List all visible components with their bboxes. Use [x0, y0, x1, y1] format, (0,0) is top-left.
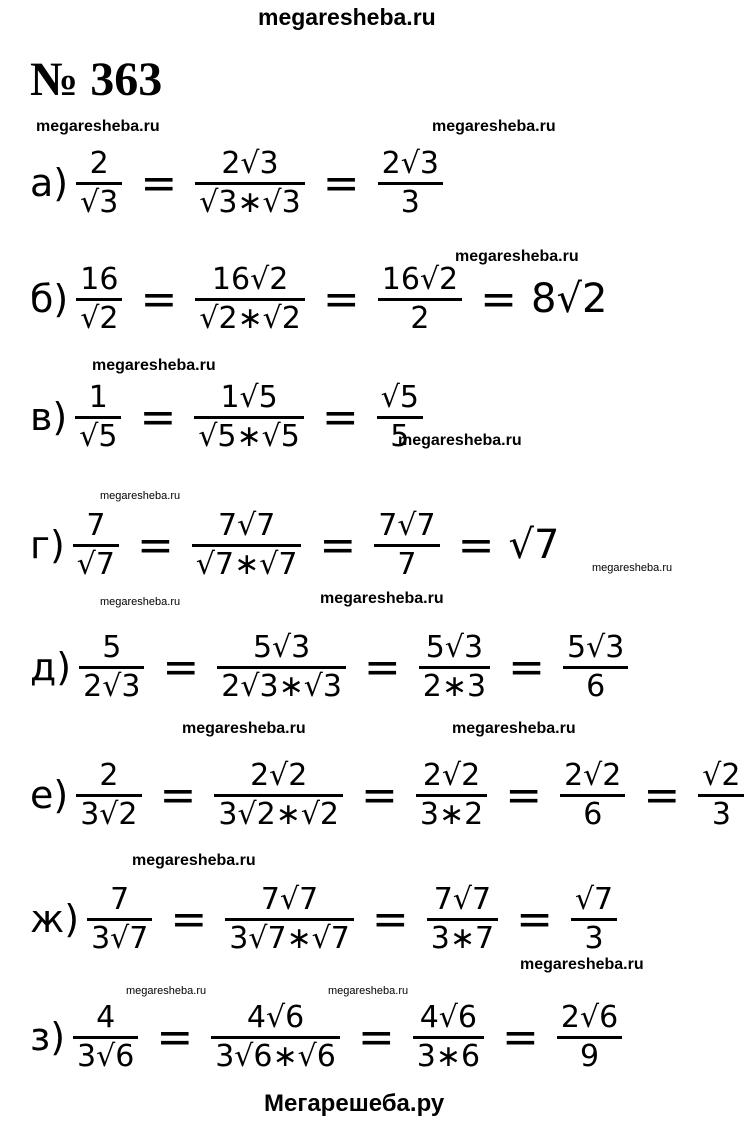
denominator: 3√7: [91, 920, 149, 956]
equals-sign: =: [457, 519, 495, 571]
denominator: 3: [584, 920, 604, 956]
equals-sign: =: [162, 641, 200, 693]
denominator: 6: [586, 668, 606, 704]
fraction: [560, 758, 625, 833]
row-label: е): [30, 773, 69, 817]
numerator: 7: [86, 507, 106, 543]
row-label: б): [30, 277, 69, 321]
denominator: 3√6: [77, 1038, 135, 1074]
fraction: [76, 262, 122, 337]
watermark-top: megaresheba.ru: [258, 4, 436, 30]
numerator: 5: [102, 629, 122, 665]
denominator: 3√2: [80, 796, 138, 832]
fraction: [419, 630, 490, 705]
equals-sign: =: [516, 893, 553, 945]
fraction: [192, 508, 302, 583]
numerator: 7: [110, 881, 130, 917]
denominator: 3√7∗√7: [229, 920, 350, 956]
equals-sign: =: [140, 273, 178, 325]
equals-sign: =: [321, 391, 359, 443]
numerator: 2√3: [221, 145, 279, 181]
fraction: [377, 380, 423, 455]
watermark: megaresheba.ru: [126, 985, 207, 997]
equals-sign: =: [357, 1011, 395, 1063]
equals-sign: =: [322, 157, 360, 209]
numerator: 4: [96, 999, 116, 1035]
fraction: [76, 758, 141, 833]
fraction: [195, 146, 305, 221]
equals-sign: =: [137, 519, 174, 571]
denominator: √3∗√3: [199, 184, 301, 220]
fraction: [87, 882, 152, 957]
numerator: 2√2: [422, 757, 481, 793]
row-label: з): [30, 1015, 66, 1059]
watermark: megaresheba.ru: [36, 118, 160, 135]
numerator: 2√3: [381, 145, 439, 181]
denominator: 3∗7: [430, 920, 495, 956]
fraction: [76, 146, 122, 221]
equals-sign: =: [508, 641, 545, 693]
equals-sign: =: [480, 273, 518, 325]
fraction: [557, 1000, 622, 1075]
watermark: megaresheba.ru: [182, 720, 306, 737]
denominator: 6: [583, 796, 603, 832]
numerator: 1√5: [220, 379, 278, 415]
denominator: 3∗6: [416, 1038, 481, 1074]
equals-sign: =: [156, 1011, 194, 1063]
watermark: megaresheba.ru: [452, 720, 576, 737]
solution-row-g: [30, 490, 559, 600]
denominator: 2√3: [83, 668, 141, 704]
equals-sign: =: [361, 769, 398, 821]
fraction: [73, 508, 119, 583]
equals-sign: =: [643, 769, 681, 821]
fraction: [378, 262, 462, 337]
denominator: 5: [390, 418, 410, 454]
denominator: 3: [711, 796, 731, 832]
equals-sign: =: [319, 519, 357, 571]
watermark: megaresheba.ru: [592, 562, 673, 574]
denominator: 2: [410, 300, 430, 336]
solution-row-z: [30, 982, 626, 1092]
fraction: [211, 1000, 340, 1075]
fraction: [571, 882, 617, 957]
exercise-title: № 363: [30, 53, 163, 106]
denominator: √7∗√7: [195, 546, 298, 582]
fraction: [698, 758, 744, 833]
numerator: 16√2: [211, 261, 289, 297]
fraction: [217, 630, 346, 705]
row-label: г): [30, 523, 65, 567]
equals-sign: =: [139, 391, 177, 443]
solution-row-e: [30, 740, 748, 850]
denominator: √2: [80, 300, 119, 336]
numerator: 2√6: [560, 999, 619, 1035]
denominator: √5: [79, 418, 118, 454]
numerator: 16: [80, 261, 119, 297]
watermark: megaresheba.ru: [520, 956, 644, 973]
numerator: 16√2: [381, 261, 459, 297]
watermark: megaresheba.ru: [100, 490, 181, 502]
denominator: 2√3∗√3: [221, 668, 342, 704]
fraction: [378, 146, 443, 221]
denominator: 9: [580, 1038, 600, 1074]
numerator: 5√3: [425, 629, 484, 665]
denominator: 2∗3: [422, 668, 487, 704]
solution-row-a: [30, 128, 447, 238]
numerator: 5√3: [252, 629, 311, 665]
fraction: [75, 380, 121, 455]
denominator: √3: [80, 184, 119, 220]
row-label: в): [30, 395, 68, 439]
fraction: [225, 882, 354, 957]
fraction: [427, 882, 498, 957]
fraction: [79, 630, 144, 705]
equals-sign: =: [159, 769, 197, 821]
equals-sign: =: [363, 641, 401, 693]
denominator: √7: [76, 546, 115, 582]
numerator: √7: [574, 881, 614, 917]
denominator: 7: [397, 546, 417, 582]
denominator: 3: [400, 184, 420, 220]
denominator: 3∗2: [419, 796, 484, 832]
solution-row-v: [30, 362, 427, 472]
watermark: megaresheba.ru: [92, 357, 216, 374]
numerator: 2: [89, 145, 109, 181]
fraction: [214, 758, 343, 833]
equals-sign: =: [505, 769, 543, 821]
equals-sign: =: [322, 273, 360, 325]
numerator: 7√7: [378, 507, 436, 543]
equals-sign: =: [502, 1011, 539, 1063]
solution-row-d: [30, 612, 632, 722]
watermark: megaresheba.ru: [132, 852, 256, 869]
fraction: [374, 508, 439, 583]
denominator: 3√6∗√6: [215, 1038, 336, 1074]
result: √7: [508, 522, 560, 568]
row-label: д): [30, 645, 72, 689]
numerator: 7√7: [218, 507, 276, 543]
fraction: [195, 262, 305, 337]
watermark: megaresheba.ru: [398, 432, 522, 449]
numerator: √5: [380, 379, 419, 415]
numerator: 2√2: [564, 757, 622, 793]
equals-sign: =: [170, 893, 208, 945]
denominator: √5∗√5: [198, 418, 300, 454]
fraction: [73, 1000, 138, 1075]
watermark: megaresheba.ru: [328, 985, 409, 997]
watermark: megaresheba.ru: [432, 118, 556, 135]
numerator: 4√6: [419, 999, 478, 1035]
fraction: [194, 380, 304, 455]
equals-sign: =: [371, 893, 409, 945]
watermark: megaresheba.ru: [455, 248, 579, 265]
result: 8√2: [531, 276, 608, 322]
denominator: 3√2∗√2: [218, 796, 340, 832]
footer-watermark: Мегарешеба.ру: [264, 1090, 445, 1117]
numerator: 2: [99, 757, 119, 793]
numerator: 7√7: [433, 881, 492, 917]
fraction: [563, 630, 628, 705]
row-label: ж): [30, 897, 80, 941]
fraction: [413, 1000, 484, 1075]
equals-sign: =: [140, 157, 178, 209]
numerator: 1: [88, 379, 108, 415]
denominator: √2∗√2: [199, 300, 301, 336]
numerator: 2√2: [250, 757, 308, 793]
fraction: [416, 758, 487, 833]
watermark: megaresheba.ru: [100, 596, 181, 608]
row-label: а): [30, 161, 69, 205]
numerator: 4√6: [246, 999, 305, 1035]
numerator: 7√7: [260, 881, 319, 917]
solution-row-b: [30, 244, 607, 354]
numerator: √2: [702, 757, 741, 793]
numerator: 5√3: [566, 629, 625, 665]
watermark: megaresheba.ru: [320, 590, 444, 607]
solution-row-zh: [30, 864, 621, 974]
